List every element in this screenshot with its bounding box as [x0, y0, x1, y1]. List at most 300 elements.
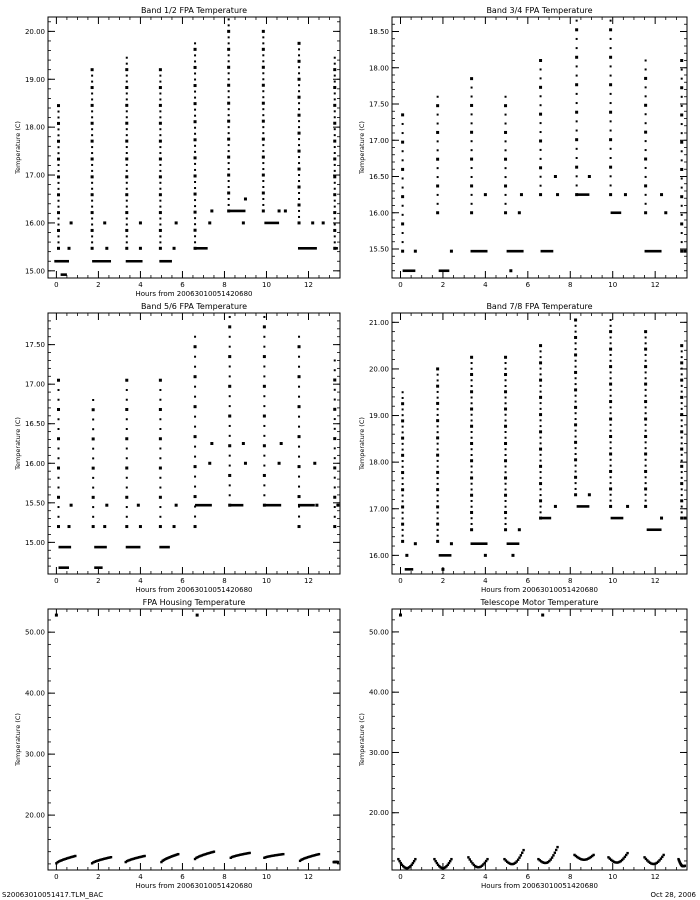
burst-point: [402, 241, 404, 243]
burst-point: [58, 188, 60, 190]
burst-point: [159, 223, 161, 225]
data-point: [554, 175, 557, 178]
burst-point: [437, 477, 439, 479]
burst-point: [57, 104, 60, 107]
burst-point: [298, 192, 300, 194]
burst-point: [229, 346, 231, 348]
burst-point: [334, 146, 336, 148]
burst-point: [437, 391, 439, 393]
burst-point: [227, 120, 230, 123]
burst-point: [471, 194, 473, 196]
burst-point: [401, 250, 404, 253]
burst-point: [334, 57, 336, 59]
burst-point: [681, 373, 683, 375]
burst-point: [505, 385, 507, 387]
burst-point: [92, 525, 95, 528]
burst-point: [125, 86, 128, 89]
burst-point: [610, 157, 612, 159]
burst-point: [540, 350, 542, 352]
burst-point: [645, 95, 647, 97]
burst-point: [298, 138, 300, 140]
burst-point: [610, 75, 612, 77]
burst-point: [539, 413, 542, 416]
x-tick-label: 10: [608, 577, 618, 585]
burst-point: [504, 408, 507, 411]
burst-point: [540, 77, 542, 79]
burst-point: [505, 431, 507, 433]
y-tick-label: 21.00: [368, 318, 389, 327]
burst-point: [194, 396, 196, 398]
x-tick-label: 0: [54, 281, 59, 289]
burst-point: [125, 467, 128, 470]
burst-point: [91, 211, 94, 214]
burst-point: [576, 130, 578, 132]
burst-point: [680, 168, 683, 171]
burst-point: [228, 355, 231, 358]
burst-point: [194, 247, 197, 250]
burst-point: [334, 81, 336, 83]
cycle-point: [143, 855, 145, 857]
burst-point: [681, 214, 683, 216]
burst-point: [194, 193, 197, 196]
burst-point: [333, 193, 336, 196]
burst-point: [645, 342, 647, 344]
burst-point: [505, 437, 507, 439]
y-tick-label: 18.50: [368, 28, 389, 36]
burst-point: [58, 428, 60, 430]
x-tick-label: 8: [568, 281, 573, 289]
burst-point: [610, 494, 612, 496]
burst-point: [645, 412, 647, 414]
cycle-point: [337, 861, 339, 863]
burst-point: [91, 200, 93, 202]
plot-frame: [48, 313, 340, 574]
burst-point: [576, 175, 578, 177]
burst-point: [645, 194, 647, 196]
burst-point: [91, 241, 93, 243]
burst-point: [470, 476, 473, 479]
burst-point: [126, 170, 128, 172]
burst-point: [540, 471, 542, 473]
burst-point: [194, 133, 196, 135]
burst-point: [540, 391, 542, 393]
burst-point: [645, 377, 647, 379]
plot-frame: [48, 609, 340, 870]
burst-point: [298, 435, 301, 438]
burst-point: [227, 66, 230, 69]
burst-point: [58, 111, 60, 113]
burst-point: [262, 156, 265, 159]
y-tick-label: 50.00: [24, 628, 45, 637]
y-tick-label: 30.00: [368, 748, 389, 757]
burst-point: [437, 96, 439, 98]
burst-point: [575, 383, 577, 385]
burst-point: [298, 405, 301, 408]
burst-point: [505, 420, 507, 422]
burst-point: [298, 72, 300, 74]
burst-point: [263, 325, 266, 328]
burst-point: [159, 467, 162, 470]
burst-point: [574, 388, 577, 391]
burst-point: [194, 217, 196, 219]
data-point: [173, 247, 176, 250]
x-tick-label: 0: [54, 873, 59, 881]
burst-point: [333, 86, 336, 89]
burst-point: [576, 93, 578, 95]
burst-point: [504, 459, 507, 462]
burst-point: [539, 482, 542, 485]
burst-point: [194, 199, 196, 201]
burst-point: [402, 397, 404, 399]
burst-point: [504, 131, 507, 134]
burst-point: [575, 331, 577, 333]
burst-point: [58, 389, 60, 391]
cycle-point: [486, 858, 488, 860]
burst-point: [540, 437, 542, 439]
burst-point: [126, 98, 128, 100]
burst-point: [125, 140, 128, 143]
x-tick-label: 0: [398, 873, 403, 881]
burst-point: [504, 425, 507, 428]
cycle-point: [556, 846, 558, 848]
data-point: [284, 209, 287, 212]
chart-2: [358, 6, 687, 289]
burst-point: [125, 496, 128, 499]
burst-point: [471, 87, 473, 89]
burst-point: [298, 150, 301, 153]
y-tick-label: 16.00: [368, 209, 389, 218]
burst-point: [645, 430, 647, 432]
data-point: [660, 517, 663, 520]
burst-point: [229, 484, 231, 486]
burst-point: [681, 368, 683, 370]
burst-point: [471, 506, 473, 508]
burst-point: [262, 96, 264, 98]
burst-point: [333, 122, 336, 125]
burst-point: [539, 396, 542, 399]
data-point: [196, 614, 199, 617]
burst-point: [229, 465, 231, 467]
burst-point: [263, 494, 265, 496]
y-axis-label: Temperature (C): [14, 713, 22, 766]
data-point: [70, 504, 73, 507]
burst-point: [645, 149, 647, 151]
burst-point: [159, 399, 161, 401]
burst-point: [401, 523, 404, 526]
burst-point: [576, 157, 578, 159]
burst-point: [298, 96, 301, 99]
burst-point: [159, 193, 162, 196]
burst-point: [402, 159, 404, 161]
burst-point: [159, 68, 162, 71]
burst-point: [575, 28, 578, 31]
burst-point: [471, 414, 473, 416]
burst-point: [91, 218, 93, 220]
burst-point: [58, 146, 60, 148]
burst-point: [539, 517, 542, 520]
burst-point: [159, 200, 161, 202]
burst-point: [92, 477, 94, 479]
burst-point: [126, 146, 128, 148]
burst-point: [540, 402, 542, 404]
burst-point: [125, 437, 128, 440]
burst-point: [126, 164, 128, 166]
burst-point: [401, 471, 404, 474]
burst-point: [262, 180, 264, 182]
cycle-point: [518, 856, 520, 858]
burst-point: [539, 448, 542, 451]
burst-point: [298, 42, 301, 45]
burst-point: [298, 506, 300, 508]
burst-point: [505, 194, 507, 196]
burst-point: [402, 187, 404, 189]
burst-point: [194, 476, 196, 478]
burst-point: [610, 93, 612, 95]
cycle-point: [555, 849, 557, 851]
burst-point: [504, 184, 507, 187]
burst-point: [262, 72, 264, 74]
burst-point: [505, 506, 507, 508]
burst-point: [262, 42, 264, 44]
burst-point: [644, 131, 647, 134]
burst-point: [610, 412, 612, 414]
cycle-point: [684, 865, 686, 867]
burst-point: [470, 158, 473, 161]
burst-point: [610, 465, 612, 467]
burst-point: [681, 123, 683, 125]
burst-point: [610, 130, 612, 132]
burst-point: [125, 379, 128, 382]
burst-point: [470, 104, 473, 107]
data-point: [556, 193, 559, 196]
burst-point: [437, 167, 439, 169]
burst-point: [610, 476, 612, 478]
y-axis-label: Temperature (C): [358, 417, 366, 470]
burst-point: [228, 204, 230, 206]
x-tick-label: 6: [180, 873, 185, 881]
burst-point: [92, 399, 94, 401]
burst-point: [681, 477, 683, 479]
burst-point: [228, 444, 231, 447]
y-axis-label: Temperature (C): [14, 417, 22, 470]
burst-point: [57, 193, 60, 196]
data-point: [103, 221, 106, 224]
burst-point: [402, 414, 404, 416]
burst-point: [334, 486, 336, 488]
burst-point: [402, 500, 404, 502]
cycle-point: [520, 854, 522, 856]
burst-point: [159, 92, 161, 94]
chart-6: [358, 598, 687, 890]
y-tick-label: 17.00: [368, 136, 389, 145]
burst-point: [437, 517, 439, 519]
cycle-point: [318, 853, 320, 855]
burst-point: [644, 383, 647, 386]
cycle-point: [552, 854, 554, 856]
burst-point: [504, 373, 507, 376]
burst-point: [91, 188, 93, 190]
burst-point: [575, 470, 577, 472]
burst-point: [333, 175, 336, 178]
burst-point: [402, 123, 404, 125]
burst-point: [402, 512, 404, 514]
burst-point: [610, 148, 612, 150]
burst-point: [263, 395, 265, 397]
burst-point: [333, 211, 336, 214]
burst-point: [576, 102, 578, 104]
burst-point: [644, 330, 647, 333]
burst-point: [126, 63, 128, 65]
burst-point: [436, 184, 439, 187]
burst-point: [505, 96, 507, 98]
burst-point: [125, 193, 128, 196]
burst-point: [126, 389, 128, 391]
cycle-point: [248, 852, 250, 854]
burst-point: [228, 18, 230, 20]
burst-point: [681, 460, 683, 462]
data-point: [208, 221, 211, 224]
x-tick-label: 6: [180, 281, 185, 289]
y-tick-label: 20.00: [368, 365, 389, 374]
burst-point: [575, 436, 577, 438]
burst-point: [159, 247, 162, 250]
cycle-point: [282, 853, 284, 855]
y-tick-label: 40.00: [368, 688, 389, 697]
x-tick-label: 4: [483, 873, 488, 881]
burst-point: [471, 362, 473, 364]
burst-point: [681, 471, 683, 473]
burst-point: [228, 72, 230, 74]
burst-point: [437, 460, 439, 462]
burst-point: [126, 477, 128, 479]
burst-point: [263, 415, 266, 418]
burst-point: [540, 419, 542, 421]
burst-point: [227, 174, 230, 177]
chart-title: Band 5/6 FPA Temperature: [140, 302, 248, 311]
burst-point: [540, 488, 542, 490]
footer-filename: S20063010051417.TLM_BAC: [2, 891, 104, 899]
burst-point: [333, 140, 336, 143]
burst-point: [402, 132, 404, 134]
burst-point: [229, 395, 231, 397]
burst-point: [575, 418, 577, 420]
burst-point: [470, 211, 473, 214]
burst-point: [610, 447, 612, 449]
burst-point: [92, 428, 94, 430]
burst-point: [298, 84, 300, 86]
burst-point: [681, 437, 683, 439]
x-tick-label: 0: [398, 281, 403, 289]
burst-point: [333, 525, 336, 528]
burst-point: [298, 66, 300, 68]
burst-point: [58, 206, 60, 208]
burst-point: [681, 178, 683, 180]
burst-point: [262, 102, 265, 105]
burst-point: [125, 408, 128, 411]
burst-point: [91, 152, 93, 154]
data-point: [311, 221, 314, 224]
burst-point: [334, 92, 336, 94]
burst-point: [505, 362, 507, 364]
burst-point: [58, 506, 60, 508]
burst-point: [539, 113, 542, 116]
x-tick-label: 4: [138, 281, 143, 289]
burst-point: [540, 506, 542, 508]
burst-point: [540, 104, 542, 106]
burst-point: [574, 371, 577, 374]
burst-point: [574, 318, 577, 321]
burst-point: [402, 477, 404, 479]
burst-point: [263, 365, 265, 367]
burst-point: [92, 408, 95, 411]
burst-point: [644, 452, 647, 455]
burst-point: [609, 138, 612, 141]
cycle-point: [517, 859, 519, 861]
y-tick-label: 40.00: [24, 689, 45, 698]
burst-point: [505, 523, 507, 525]
burst-point: [159, 235, 161, 237]
y-tick-label: 18.00: [24, 123, 45, 132]
burst-point: [333, 104, 336, 107]
burst-point: [263, 465, 265, 467]
burst-point: [262, 114, 264, 116]
burst-point: [194, 465, 197, 468]
burst-point: [298, 495, 301, 498]
burst-point: [681, 402, 683, 404]
burst-point: [645, 459, 647, 461]
burst-point: [194, 211, 197, 214]
burst-point: [298, 416, 300, 418]
burst-point: [194, 151, 196, 153]
burst-point: [262, 204, 264, 206]
burst-point: [470, 494, 473, 497]
burst-point: [91, 92, 93, 94]
burst-point: [437, 149, 439, 151]
burst-point: [262, 132, 264, 134]
burst-point: [58, 182, 60, 184]
burst-point: [159, 506, 161, 508]
burst-point: [436, 402, 439, 405]
burst-point: [436, 471, 439, 474]
y-tick-label: 17.00: [368, 505, 389, 514]
burst-point: [126, 418, 128, 420]
data-series: [401, 20, 686, 273]
burst-point: [402, 391, 404, 393]
x-tick-label: 2: [96, 281, 101, 289]
burst-point: [194, 229, 197, 232]
burst-point: [574, 441, 577, 444]
burst-point: [227, 191, 230, 194]
burst-point: [645, 336, 647, 338]
data-point: [280, 442, 283, 445]
burst-point: [91, 175, 94, 178]
burst-point: [471, 437, 473, 439]
burst-point: [644, 211, 647, 214]
burst-point: [125, 175, 128, 178]
burst-point: [126, 200, 128, 202]
burst-point: [126, 182, 128, 184]
data-point: [244, 462, 247, 465]
y-tick-label: 17.50: [24, 341, 45, 350]
burst-point: [576, 47, 578, 49]
burst-point: [263, 504, 266, 507]
burst-point: [298, 54, 300, 56]
burst-point: [471, 488, 473, 490]
burst-point: [680, 86, 683, 89]
burst-point: [436, 104, 439, 107]
burst-point: [125, 104, 128, 107]
burst-point: [644, 348, 647, 351]
